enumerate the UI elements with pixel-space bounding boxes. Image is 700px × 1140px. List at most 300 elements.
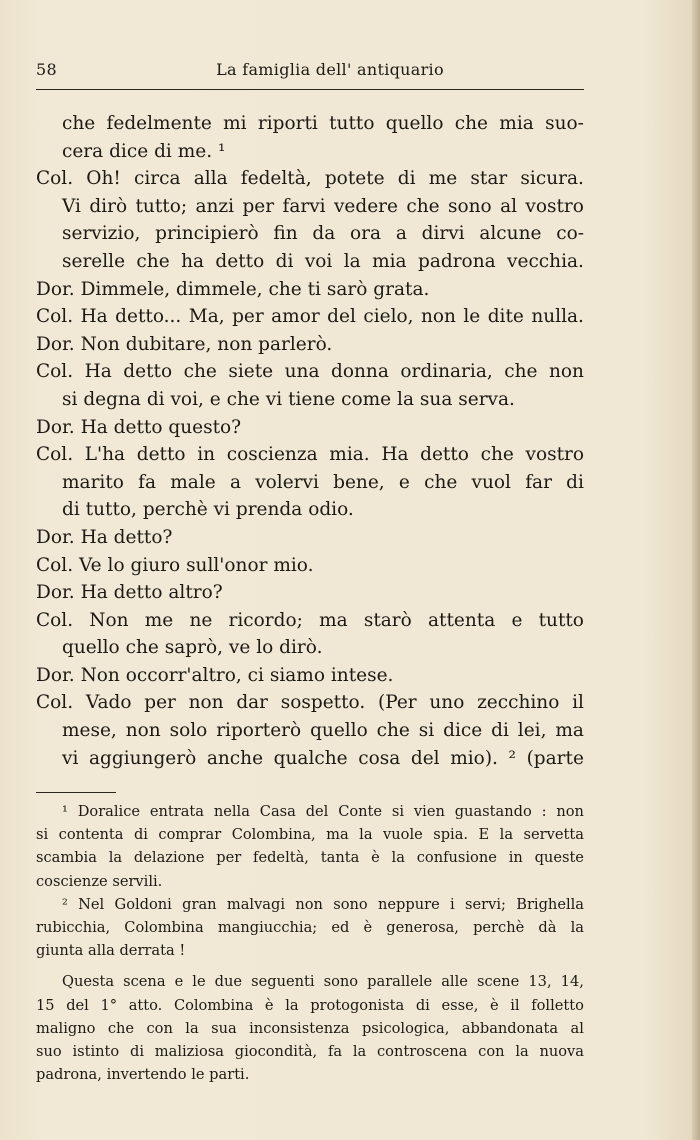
word: ricordo; <box>228 609 303 631</box>
word: padrona <box>418 250 496 272</box>
word: Dor. <box>36 582 75 604</box>
footnote-word: che <box>107 1019 135 1037</box>
footnote-word: ¹ <box>62 803 68 820</box>
word: una <box>284 361 320 383</box>
footnote-word: Colombina, <box>231 826 316 844</box>
footnote-word: con <box>146 1019 173 1037</box>
word: saprò, <box>164 637 223 659</box>
footnote-word: : <box>541 803 547 820</box>
footnote-word: giunta <box>36 942 84 960</box>
word: per <box>242 195 275 217</box>
footnote-word: mangiucchia; <box>217 918 318 936</box>
footnote-word: E <box>478 826 490 844</box>
word: e <box>511 609 523 631</box>
text-line <box>36 386 584 414</box>
footnote-word: del <box>305 803 329 820</box>
word: (parte <box>526 747 584 769</box>
text-line <box>36 441 584 469</box>
word: detto? <box>113 526 173 548</box>
word: mia <box>372 250 407 272</box>
word: servizio, <box>62 223 141 245</box>
footnote-word: alle <box>441 973 468 991</box>
word: non <box>125 720 161 742</box>
footnote-word: Casa <box>259 803 296 820</box>
text-line <box>36 496 584 524</box>
word: si <box>62 388 78 410</box>
word: di <box>154 140 172 162</box>
word: siamo <box>269 664 325 686</box>
word: alcune <box>479 223 542 245</box>
footnote-line <box>36 994 584 1017</box>
footnote-word: entrata <box>149 803 205 820</box>
word: Vi <box>62 195 81 217</box>
word: dice <box>443 720 483 742</box>
footnote-word: scena <box>123 973 166 991</box>
footnote-word: seguenti <box>251 973 315 991</box>
text-line <box>36 110 584 138</box>
word: dar <box>236 692 269 714</box>
word: co- <box>556 223 584 245</box>
footnote-word: Doralice <box>77 803 141 820</box>
footnote-word: si <box>391 803 405 820</box>
footnote-word: di <box>133 826 148 844</box>
word: lei, <box>517 720 547 742</box>
text-line <box>36 552 584 580</box>
word: mi <box>223 113 247 134</box>
text-line <box>36 220 584 248</box>
word: che <box>125 637 159 659</box>
footnote-word: la <box>108 849 123 867</box>
word: lo <box>107 554 125 576</box>
word: Dor. <box>36 526 75 548</box>
word: far <box>525 471 552 493</box>
word: marito <box>62 471 124 493</box>
footnote-word: non <box>295 895 323 913</box>
word: di <box>491 720 509 742</box>
word: giuro <box>130 554 181 576</box>
word: voi, <box>170 388 204 410</box>
footnote-word: scene <box>476 973 520 991</box>
footnote-word: maligno <box>36 1019 96 1037</box>
word: serelle <box>62 250 126 272</box>
page-edge <box>692 0 700 1140</box>
footnote-word: controscena <box>377 1042 468 1060</box>
footnote-word: ! <box>179 942 186 960</box>
word: tiene <box>288 388 336 410</box>
word: mia. <box>329 444 370 466</box>
word: fedelmente <box>106 113 212 134</box>
footnote-word: la <box>285 996 299 1014</box>
footnote-word: 13, <box>528 973 552 991</box>
word: ve <box>228 637 251 659</box>
word: non <box>420 306 456 328</box>
word: non <box>217 333 253 355</box>
word: ordinaria, <box>400 361 493 383</box>
footnote-word: ed <box>331 918 350 936</box>
footnote-word: 15 <box>36 996 55 1014</box>
footnote-word: le <box>192 973 206 991</box>
word: dirvi <box>421 223 465 245</box>
footnote-word: giocondità, <box>234 1042 318 1060</box>
word: me <box>144 609 174 631</box>
footnotes <box>36 800 584 1086</box>
footnote-word: è <box>264 996 274 1014</box>
footnote-word: gran <box>182 895 217 913</box>
word: prenda <box>235 499 303 521</box>
word: ti <box>307 278 321 300</box>
footnote-word: psicologica, <box>361 1019 450 1037</box>
word: detto <box>215 250 265 272</box>
word: Ha <box>80 582 108 604</box>
word: che <box>376 720 410 742</box>
word: vi <box>62 747 79 769</box>
word: occorr'altro, <box>125 664 242 686</box>
page-number: 58 <box>36 60 57 79</box>
footnote-word: suo <box>36 1042 62 1060</box>
word: odio. <box>308 499 354 521</box>
footnote-word: due <box>214 973 243 991</box>
word: detto <box>420 444 469 466</box>
word: Col. <box>36 444 74 466</box>
footnote-word: spia. <box>433 826 469 844</box>
footnote-word: confusione <box>416 849 497 867</box>
word: mia <box>499 113 534 134</box>
word: detto <box>113 416 163 438</box>
word: che <box>406 195 440 217</box>
dialogue-text <box>36 110 584 772</box>
word: detto <box>113 582 163 604</box>
word: Ha <box>84 361 112 383</box>
word: Dor. <box>36 416 75 438</box>
footnote-word: fedeltà, <box>253 849 309 867</box>
word: anche <box>206 747 264 769</box>
word: Vado <box>85 692 132 714</box>
word: che <box>62 113 96 134</box>
word: ² <box>508 747 516 769</box>
footnote-word: il <box>510 996 520 1014</box>
word: altro? <box>168 582 223 604</box>
word: potete <box>324 168 385 190</box>
text-line <box>36 745 584 773</box>
word: mese, <box>62 720 117 742</box>
footnote-word: i <box>450 895 455 913</box>
footnote-word: protogonista <box>310 996 405 1014</box>
footnote-word: esse, <box>441 996 479 1014</box>
word: detto... <box>115 306 182 328</box>
word: Col. <box>36 361 74 383</box>
footnote-word: Nel <box>78 895 105 913</box>
word: riporterò <box>216 720 302 742</box>
word: ma <box>555 720 584 742</box>
word: Dimmele, <box>80 278 171 300</box>
word: tutto; <box>135 195 188 217</box>
footnote-word: rubicchia, <box>36 918 111 936</box>
footnote-word: dà <box>538 918 557 936</box>
word: star <box>470 168 508 190</box>
word: parlerò. <box>258 333 333 355</box>
word: amor <box>271 306 320 328</box>
footnote-word: la <box>352 1042 367 1060</box>
word: vostro <box>525 195 584 217</box>
word: Ha <box>80 416 108 438</box>
footnote-word: scambia <box>36 849 97 867</box>
word: suo- <box>545 113 584 134</box>
word: attenta <box>428 609 496 631</box>
word: che <box>226 388 260 410</box>
footnote-word: sono <box>323 973 359 991</box>
footnote-word: per <box>216 849 242 867</box>
footnote-word: la <box>185 1019 199 1037</box>
text-line <box>36 138 584 166</box>
word: Non <box>80 664 120 686</box>
footnote-line <box>36 970 584 993</box>
word: quello <box>310 720 368 742</box>
word: quello <box>62 637 120 659</box>
footnote-line <box>36 916 584 939</box>
word: e <box>398 471 410 493</box>
word: zecchino <box>477 692 560 714</box>
word: cielo, <box>363 306 414 328</box>
word: lo <box>256 637 274 659</box>
page-header <box>36 60 584 84</box>
word: me <box>428 168 458 190</box>
word: Col. <box>36 554 74 576</box>
text-line <box>36 248 584 276</box>
footnote-word: ² <box>62 895 68 913</box>
text-line <box>36 276 584 304</box>
word: Ha <box>80 306 108 328</box>
word: sicura. <box>520 168 584 190</box>
word: sarò <box>326 278 368 300</box>
word: non <box>188 692 224 714</box>
footnote-line <box>36 846 584 869</box>
word: nulla. <box>531 306 584 328</box>
footnote-word: fa <box>327 1042 343 1060</box>
footnote-word: sono <box>333 895 368 913</box>
word: Col. <box>36 168 74 190</box>
word: dubitare, <box>125 333 212 355</box>
word: aggiungerò <box>89 747 197 769</box>
text-line <box>36 524 584 552</box>
footnote-word: in <box>508 849 523 867</box>
footnote-word: ma <box>326 826 349 844</box>
word: le <box>463 306 481 328</box>
word: la <box>343 250 361 272</box>
word: ma <box>319 609 348 631</box>
word: vedere <box>333 195 398 217</box>
footnote-word: è <box>363 918 373 936</box>
footnote-word: la <box>570 918 584 936</box>
word: sospetto. <box>280 692 366 714</box>
word: la <box>397 388 414 410</box>
word: Ve <box>79 554 102 576</box>
text-line <box>36 358 584 386</box>
word: uno <box>429 692 465 714</box>
footnote-word: folletto <box>531 996 584 1014</box>
footnote-word: di <box>415 996 430 1014</box>
footnote-word: contenta <box>58 826 124 844</box>
footnote-word: non <box>556 803 584 820</box>
text-line <box>36 607 584 635</box>
footnote-word: le <box>191 1066 205 1084</box>
word: questo? <box>168 416 242 438</box>
footnote-word: istinto <box>72 1042 120 1060</box>
footnote-word: la <box>391 849 405 867</box>
word: del <box>327 306 356 328</box>
word: bene, <box>333 471 385 493</box>
word: tutto, <box>85 499 137 521</box>
word: dite <box>487 306 524 328</box>
footnote-word: al <box>570 1019 584 1037</box>
footnote-word: parti. <box>209 1066 250 1084</box>
word: di <box>397 168 416 190</box>
word: ora <box>350 223 382 245</box>
word: dirò. <box>279 637 323 659</box>
word: di <box>146 388 165 410</box>
footnote-word: Colombina <box>124 918 204 936</box>
footnote-word: nella <box>213 803 250 820</box>
word: vi <box>265 388 283 410</box>
word: che <box>424 471 458 493</box>
footnote-word: derrata <box>119 942 175 960</box>
word: detto <box>123 361 173 383</box>
word: cosa <box>358 747 401 769</box>
word: come <box>341 388 392 410</box>
footnote-word: sua <box>211 1019 237 1037</box>
word: di <box>275 250 294 272</box>
footnote-word: Conte <box>338 803 383 820</box>
word: sua <box>419 388 453 410</box>
word: circa <box>134 168 181 190</box>
footnote-word: padrona, <box>36 1066 102 1084</box>
word: vuol <box>471 471 511 493</box>
word: fin <box>273 223 298 245</box>
footnote-word: nuova <box>539 1042 584 1060</box>
word: ne <box>189 609 213 631</box>
word: siete <box>228 361 274 383</box>
word: alla <box>193 168 228 190</box>
word: da <box>312 223 336 245</box>
word: non <box>549 361 584 383</box>
word: male <box>170 471 216 493</box>
word: Ma, <box>188 306 225 328</box>
word: per <box>144 692 176 714</box>
word: ¹ <box>218 140 226 162</box>
footnote-word: tanta <box>320 849 360 867</box>
footnote-word: 1° <box>100 996 118 1014</box>
word: fa <box>138 471 157 493</box>
footnote-word: la <box>359 826 373 844</box>
footnote-word: vien <box>413 803 445 820</box>
footnote-word: queste <box>534 849 584 867</box>
word: dice <box>109 140 149 162</box>
word: il <box>572 692 584 714</box>
word: farvi <box>282 195 326 217</box>
word: vostro <box>525 444 584 466</box>
word: Col. <box>36 692 74 714</box>
word: Oh! <box>86 168 121 190</box>
word: mio. <box>273 554 314 576</box>
text-line <box>36 414 584 442</box>
word: coscienza <box>226 444 318 466</box>
word: voi <box>304 250 333 272</box>
footnote-word: la <box>499 826 514 844</box>
word: che <box>454 113 488 134</box>
word: solo <box>169 720 208 742</box>
paragraph-gap <box>36 962 584 970</box>
word: che <box>183 361 217 383</box>
footnote-word: comprar <box>158 826 222 844</box>
footnote-word: atto. <box>128 996 163 1014</box>
footnote-word: del <box>66 996 89 1014</box>
word: ha <box>181 250 205 272</box>
word: a <box>229 471 241 493</box>
word: Dor. <box>36 278 75 300</box>
word: (Per <box>377 692 417 714</box>
text-line <box>36 469 584 497</box>
word: detto <box>136 444 186 466</box>
footnote-line <box>36 1063 584 1086</box>
text-line <box>36 634 584 662</box>
footnote-rule <box>36 792 116 793</box>
word: Dor. <box>36 664 75 686</box>
footnote-word: Goldoni <box>114 895 172 913</box>
word: Dor. <box>36 333 75 355</box>
footnote-word: si <box>36 826 49 844</box>
word: sull'onor <box>186 554 268 576</box>
word: di <box>566 471 584 493</box>
text-line <box>36 165 584 193</box>
footnote-word: maliziosa <box>154 1042 225 1060</box>
footnote-line <box>36 939 584 962</box>
word: starò <box>363 609 412 631</box>
word: vecchia. <box>507 250 584 272</box>
word: quello <box>385 113 444 134</box>
word: cera <box>62 140 104 162</box>
word: che <box>504 361 538 383</box>
footnote-word: vuole <box>383 826 423 844</box>
footnote-line <box>36 800 584 823</box>
footnote-line <box>36 893 584 916</box>
word: al <box>500 195 518 217</box>
word: Col. <box>36 609 74 631</box>
word: Ha <box>80 526 108 548</box>
footnote-word: malvagi <box>226 895 286 913</box>
footnote-word: perchè <box>473 918 525 936</box>
footnote-word: Colombina <box>173 996 254 1014</box>
footnote-word: coscienze <box>36 872 108 890</box>
word: vi <box>213 499 230 521</box>
word: serva. <box>458 388 515 410</box>
word: mio). <box>450 747 498 769</box>
footnote-word: parallele <box>367 973 433 991</box>
footnote-line <box>36 1040 584 1063</box>
footnote-word: abbandonata <box>461 1019 559 1037</box>
footnote-word: neppure <box>377 895 440 913</box>
footnote-word: è <box>371 849 380 867</box>
word: Non <box>89 609 129 631</box>
word: che <box>136 250 170 272</box>
word: dirò <box>89 195 128 217</box>
footnote-word: invertendo <box>106 1066 187 1084</box>
footnote-word: di <box>130 1042 145 1060</box>
footnote-word: e <box>174 973 184 991</box>
word: riporti <box>257 113 318 134</box>
word: e <box>209 388 221 410</box>
word: che <box>480 444 514 466</box>
word: di <box>62 499 80 521</box>
footnote-word: inconsistenza <box>249 1019 350 1037</box>
